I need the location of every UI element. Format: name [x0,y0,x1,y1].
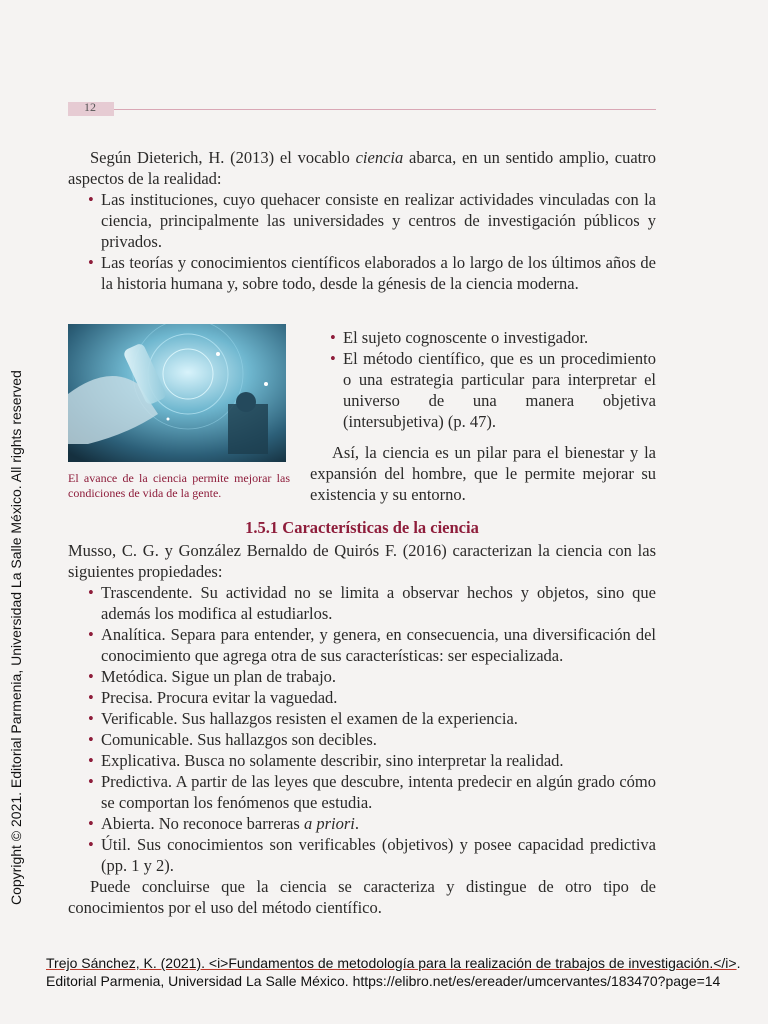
list-item: • Precisa. Procura evitar la vaguedad. [68,687,656,708]
list-item: • Analítica. Separa para entender, y genera, en consecuencia, una diversificación del conocimiento que agrega otra de sus características: ser especializada. [68,624,656,666]
citation-rest: . Editorial Parmenia, Universidad La Salle México. https://elibro.net/es/ereader/umcervantes/183470?page=14 [46,955,741,989]
science-photo [68,324,286,462]
intro-term: ciencia [355,148,404,167]
list-item: • Útil. Sus conocimientos son verificables (objetivos) y posee capacidad predictiva (pp. 1 y 2). [68,834,656,876]
properties-list [68,582,656,876]
list-item: • El método científico, que es un procedimiento o una estrategia particular para interpretar el universo de una manera objetiva (intersubjetiva) (p. 47). [310,348,656,432]
list-item: • Verificable. Sus hallazgos resisten el examen de la experiencia. [68,708,656,729]
intro-text-after: abarca, en un sentido amplio, cuatro aspectos de la realidad: [68,148,656,188]
section-title: 1.5.1 Características de la ciencia [245,518,479,537]
abierta-term: a priori [303,814,355,833]
figure-caption: El avance de la ciencia permite mejorar las condiciones de vida de la gente. [68,471,290,500]
musso-paragraph: Musso, C. G. y González Bernaldo de Quirós F. (2016) caracterizan la ciencia con las siguientes propiedades: [68,541,656,581]
aspects-list-top [68,189,656,294]
header-rule [114,109,656,110]
list-item: • Explicativa. Busca no solamente describir, sino interpretar la realidad. [68,750,656,771]
list-item: • Las teorías y conocimientos científicos elaborados a lo largo de los últimos años de la historia humana y, sobre todo, desde la génesis de la ciencia moderna. [68,252,656,294]
list-item [68,813,656,834]
list-item: • Las instituciones, cuyo quehacer consiste en realizar actividades vinculadas con la ciencia, principalmente las universidades y centros de investigación públicos y privados. [68,189,656,252]
list-item: • Predictiva. A partir de las leyes que descubre, intenta predecir en algún grado cómo se comportan los fenómenos que estudia. [68,771,656,813]
lab-image [68,324,286,462]
list-item: • El sujeto cognoscente o investigador. [310,327,656,348]
abierta-end: . [354,814,359,833]
citation-link[interactable]: Trejo Sánchez, K. (2021). <i>Fundamentos de metodología para la realización de trabajos de investigación.</i> [46,955,737,971]
intro-text-before: Según Dieterich, H. (2013) el vocablo [90,148,356,167]
citation-footer [46,954,758,990]
list-item: • Metódica. Sigue un plan de trabajo. [68,666,656,687]
page-number: 12 [84,100,96,114]
conclusion-paragraph: Puede concluirse que la ciencia se caracteriza y distingue de otro tipo de conocimientos por el uso del método científico. [68,877,656,917]
intro-paragraph [68,147,656,189]
aspects-list-right [310,327,656,432]
list-item: • Comunicable. Sus hallazgos son decibles. [68,729,656,750]
side-copyright: Copyright © 2021. Editorial Parmenia, Universidad La Salle México. All rights reserved [8,370,24,905]
list-item: • Trascendente. Su actividad no se limita a observar hechos y objetos, sino que además los modifica al estudiarlos. [68,582,656,624]
pillar-paragraph: Así, la ciencia es un pilar para el bienestar y la expansión del hombre, que le permite mejorar su existencia y su entorno. [310,443,656,504]
abierta-text: Abierta. No reconoce barreras [101,814,304,833]
